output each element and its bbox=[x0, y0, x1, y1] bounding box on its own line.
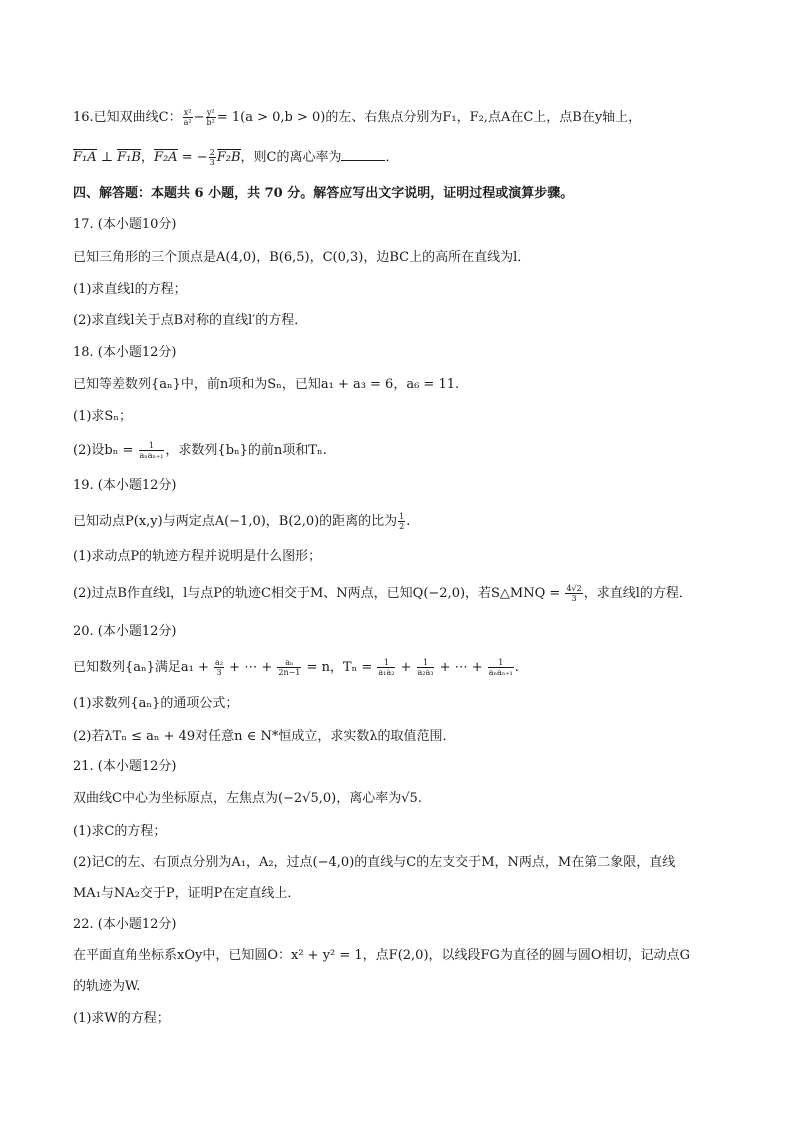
q16-line-2: F₁A ⊥ F₁B，F₂A = − $\frac{2}{3}$ F₂B，则C的离心率为 ． bbox=[73, 148, 399, 167]
q22-stem-line-2: 的轨迹为W. bbox=[73, 979, 141, 994]
q16-text-cont: = 1(a > 0,b > 0)的左、右焦点分别为F₁，F₂,点A在C上，点B在y轴上， bbox=[216, 110, 642, 125]
q18-part-2: (2)设bₙ = $\frac{1}{\text{aₙaₙ₊₁}}$ ，求数列{bₙ}的前n项和Tₙ. bbox=[73, 441, 327, 460]
vector-f1b: F₁B bbox=[117, 150, 141, 165]
q21-heading: 21. (本小题12分) bbox=[73, 759, 177, 774]
q22-heading: 22. (本小题12分) bbox=[73, 917, 177, 932]
q16-text: 16.已知双曲线C： bbox=[73, 110, 182, 125]
q21-stem: 双曲线C中心为坐标原点，左焦点为(−2√5,0)，离心率为√5. bbox=[73, 791, 422, 806]
q17-stem: 已知三角形的三个顶点是A(4,0)，B(6,5)，C(0,3)，边BC上的高所在直线为l． bbox=[73, 250, 531, 265]
vector-f1a: F₁A bbox=[73, 150, 97, 165]
q19-stem: 已知动点P(x,y)与两定点A(−1,0)，B(2,0)的距离的比为 $\frac{1}{2}$ . bbox=[73, 512, 411, 531]
fraction-1-2: $\frac{1}{2}$ bbox=[399, 512, 405, 531]
section-heading: 四、解答题：本题共 6 小题，共 70 分。解答应写出文字说明，证明过程或演算步骤。 bbox=[73, 186, 574, 201]
q18-part-1: (1)求Sₙ； bbox=[73, 409, 132, 424]
fraction-1-anan1: $\frac{1}{\text{aₙaₙ₊₁}}$ bbox=[488, 658, 513, 677]
vector-f2a: F₂A bbox=[153, 150, 178, 165]
q21-part-1: (1)求C的方程； bbox=[73, 824, 167, 839]
q18-stem: 已知等差数列{aₙ}中，前n项和为Sₙ，已知a₁ + a₃ = 6，a₆ = 11. bbox=[73, 377, 460, 392]
q20-stem: 已知数列{aₙ}满足a₁ + $\frac{\text{a₂}}{3}$ + ⋯ + $\frac{\text{aₙ}}{2n-1}$ = n，Tₙ = $\frac{1}{\text{a₁a₂}}$ + $\frac{1}{\text{a₂a₃}}$ + ⋯ + $\frac{1}{\text{aₙaₙ₊₁}}$ . bbox=[73, 658, 519, 677]
answer-blank bbox=[341, 148, 385, 161]
fraction-an-2n-1: $\frac{\text{aₙ}}{2n-1}$ bbox=[278, 658, 301, 677]
q17-part-2: (2)求直线l关于点B对称的直线l′的方程． bbox=[73, 313, 308, 328]
fraction-4sqrt2-3: $\frac{4√2}{3}$ bbox=[566, 584, 582, 603]
fraction-x2-a2: $\frac{\text{x²}}{\text{a²}}$ bbox=[183, 108, 192, 127]
q19-part-1: (1)求动点P的轨迹方程并说明是什么图形； bbox=[73, 549, 322, 564]
q22-stem-line-1: 在平面直角坐标系xOy中，已知圆O：x² + y² = 1，点F(2,0)，以线段FG为直径的圆与圆O相切，记动点G bbox=[73, 948, 690, 963]
fraction-1-a2a3: $\frac{1}{\text{a₂a₃}}$ bbox=[417, 658, 434, 677]
fraction-1-a1a2: $\frac{1}{\text{a₁a₂}}$ bbox=[378, 658, 395, 677]
q20-part-1: (1)求数列{aₙ}的通项公式； bbox=[73, 696, 239, 711]
q21-part-2-line-2: MA₁与NA₂交于P，证明P在定直线上． bbox=[73, 886, 301, 901]
fraction-a2-3: $\frac{\text{a₂}}{3}$ bbox=[215, 658, 224, 677]
q17-heading: 17. (本小题10分) bbox=[73, 217, 177, 232]
q18-heading: 18. (本小题12分) bbox=[73, 345, 177, 360]
q19-heading: 19. (本小题12分) bbox=[73, 478, 177, 493]
q22-part-1: (1)求W的方程； bbox=[73, 1011, 170, 1026]
q20-part-2: (2)若λTₙ ≤ aₙ + 49对任意n ∈ N*恒成立，求实数λ的取值范围． bbox=[73, 729, 456, 744]
q16-line-1: 16.已知双曲线C： $\frac{\text{x²}}{\text{a²}}$ − $\frac{\text{y²}}{\text{b²}}$ = 1(a > 0,b > 0)的左、右焦点分别为F₁，F₂,点A在C上，点B在y轴上， bbox=[73, 108, 642, 127]
q19-part-2: (2)过点B作直线l，l与点P的轨迹C相交于M、N两点，已知Q(−2,0)，若S△MNQ = $\frac{4√2}{3}$ ，求直线l的方程． bbox=[73, 584, 692, 603]
q20-heading: 20. (本小题12分) bbox=[73, 624, 177, 639]
q21-part-2-line-1: (2)记C的左、右顶点分别为A₁，A₂，过点(−4,0)的直线与C的左支交于M，N两点，M在第二象限，直线 bbox=[73, 855, 676, 870]
fraction-bn: $\frac{1}{\text{aₙaₙ₊₁}}$ bbox=[139, 441, 164, 460]
fraction-2-3: $\frac{2}{3}$ bbox=[209, 148, 215, 167]
vector-f2b: F₂B bbox=[216, 150, 241, 165]
fraction-y2-b2: $\frac{\text{y²}}{\text{b²}}$ bbox=[206, 108, 215, 127]
q17-part-1: (1)求直线l的方程； bbox=[73, 282, 187, 297]
